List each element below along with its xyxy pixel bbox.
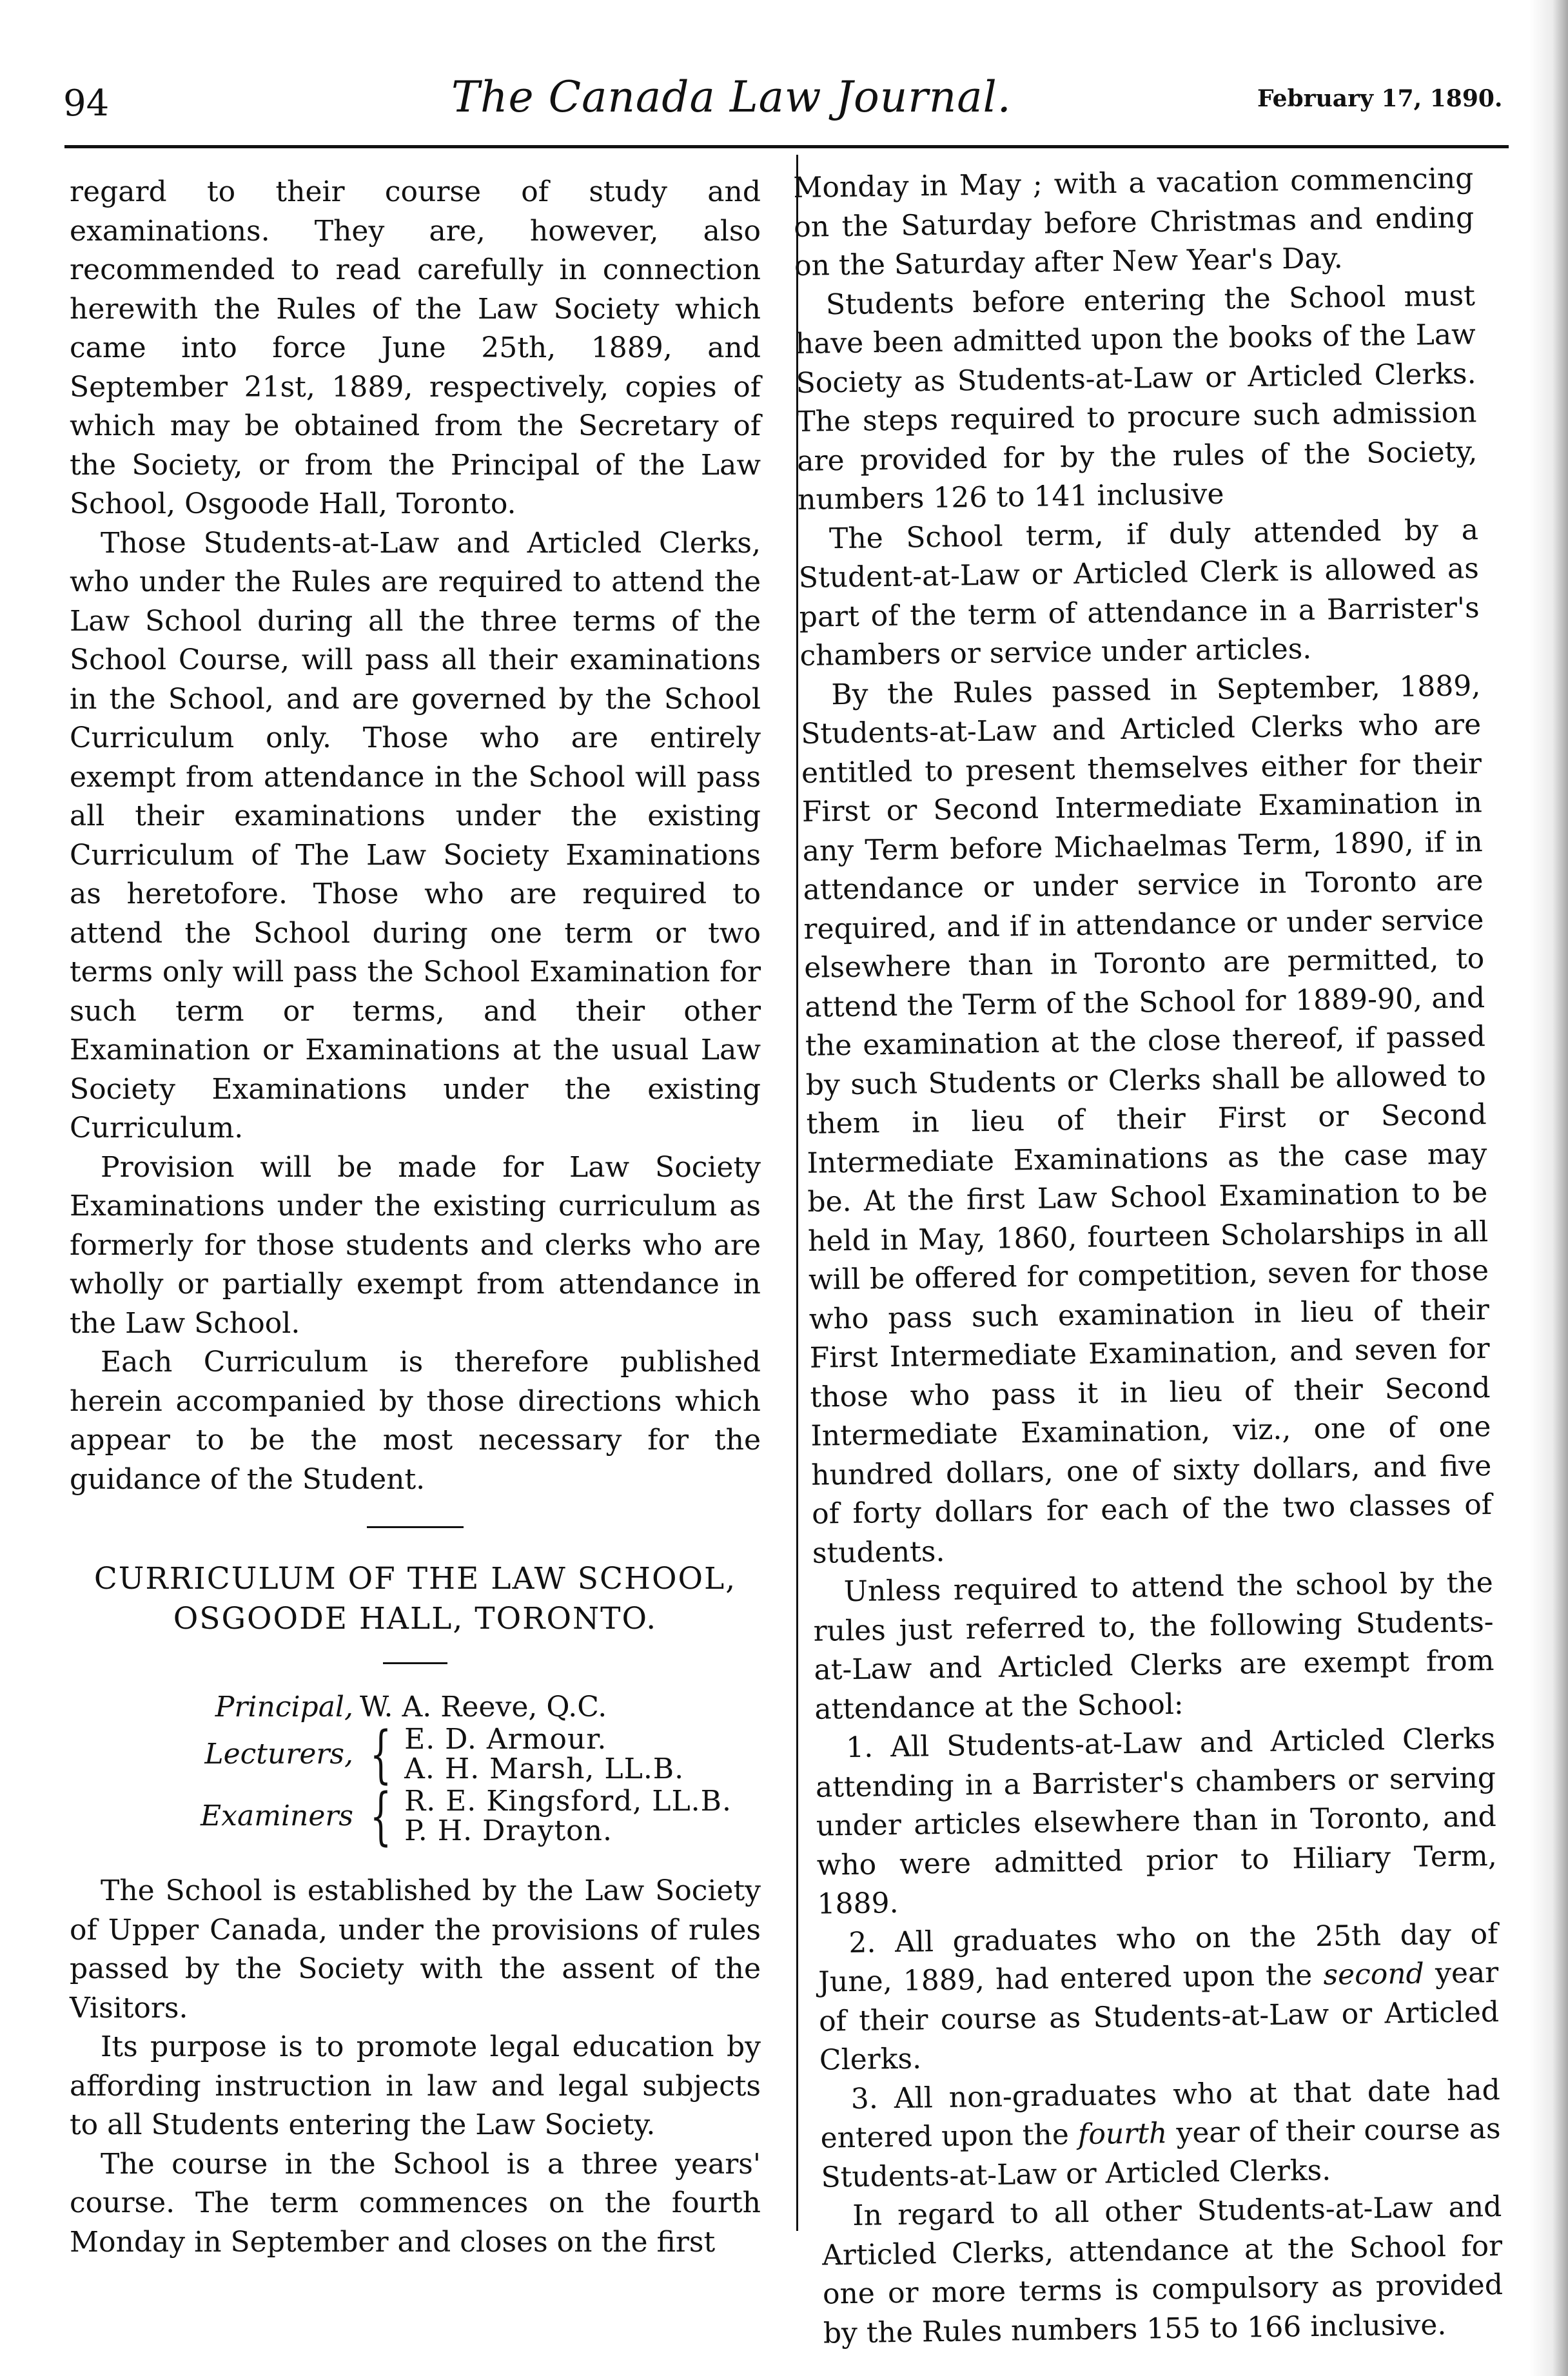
paragraph: Those Students-at-Law and Articled Clerks, who under the Rules are required to attend the Law School during all the three terms of the School Course, will pass all their examinations in the School, and are governed by the School Curriculum only. Those who are entirely exempt from attendance in the School will pass all their examinations under the existing Curriculum of The Law Society Examinations as heretofore. Those who are required to attend the School during one term or two terms only will pass the School Examination for such term or terms, and their other Examination or Examinations at the usual Law Society Examinations under the existing Curriculum.	[70, 526, 761, 1144]
list-item: 1. All Students-at-Law and Articled Clerks attending in a Barrister's chambers or serving under articles elsewhere than in Toronto, and who were admitted prior to Hiliary Term, 1889.	[815, 1722, 1497, 1921]
brace-glyph: {	[369, 1780, 392, 1852]
list-item-text: 2. All graduates who on the 25th day of June, 1889, had entered upon the	[818, 1917, 1498, 1999]
paragraph: regard to their course of study and examinations. They are, however, also recommended to read carefully in connection herewith the Rules of the Law Society which came into force June 25th, 1889, and September 21st, 1889, respectively, copies of which may be obtained from the Secretary of the Society, or from the Principal of the Law School, Osgoode Hall, Toronto.	[70, 175, 761, 520]
paragraph: Monday in May ; with a vacation commencing on the Saturday before Christmas and ending on the Saturday after New Year's Day.	[793, 162, 1475, 282]
left-column	[70, 173, 761, 2262]
paragraph: The School term, if duly attended by a Student-at-Law or Articled Clerk is allowed as part of the term of attendance in a Barrister's chambers or service under articles.	[798, 513, 1480, 673]
section-separator	[383, 1662, 447, 1664]
emphasis: second	[1323, 1957, 1425, 1992]
staff-names	[404, 1787, 732, 1846]
paragraph: Each Curriculum is therefore published herein accompanied by those directions which appear to be the most necessary for the guidance of the Student.	[70, 1346, 761, 1496]
paragraph: Its purpose is to promote legal education by affording instruction in law and legal subjects to all Students entering the Law Society.	[70, 2030, 761, 2141]
staff-row-principal	[186, 1693, 761, 1722]
paragraph: By the Rules passed in September, 1889, Students-at-Law and Articled Clerks who are entitled to present themselves either for their First or Second Intermediate Examination in any Term before Michaelmas Term, 1890, if in attendance or under service in Toronto are required, and if in attendance or under service elsewhere than in Toronto are permitted, to attend the Term of the School for 1889-90, and the examination at the close thereof, if passed by such Students or Clerks shall be allowed to them in lieu of their First or Second Intermediate Examinations as the case may be. At the first Law School Examination to be held in May, 1860, fourteen Scholarships in all will be offered for competition, seven for those who pass such examination in lieu of their First Intermediate Examination, and seven for those who pass it in lieu of their Second Intermediate Examination, viz., one of one hundred dollars, one of sixty dollars, and five of forty dollars for each of the two classes of students.	[800, 669, 1493, 1570]
list-item-text: year of their course as Students-at-Law or Articled Clerks.	[818, 1956, 1500, 2077]
list-item-text: 3. All non-graduates who at that date had entered upon the	[820, 2073, 1501, 2155]
paragraph: Unless required to attend the school by the rules just referred to, the following Students-at-Law and Articled Clerks are exempt from attendance at the School:	[813, 1566, 1494, 1726]
scan-edge-shadow	[1529, 0, 1568, 2376]
brace-glyph: {	[369, 1718, 392, 1791]
staff-role: Examiners	[201, 1800, 353, 1832]
section-heading-line: OSGOODE HALL, TORONTO.	[173, 1601, 658, 1636]
staff-names	[404, 1725, 684, 1784]
running-title: The Canada Law Journal.	[451, 72, 1012, 122]
section-heading-line: CURRICULUM OF THE LAW SCHOOL,	[93, 1561, 737, 1596]
section-separator	[367, 1526, 464, 1528]
paragraph: The School is established by the Law Society of Upper Canada, under the provisions of rules passed by the Society with the assent of the Visitors.	[70, 1874, 761, 2025]
issue-date: February 17, 1890.	[1257, 85, 1503, 112]
staff-list	[186, 1691, 761, 1852]
staff-row-lecturers	[186, 1718, 761, 1791]
paragraph: Students before entering the School must have been admitted upon the books of the Law Society as Students-at-Law or Articled Clerks. The steps required to procure such admission are provided for by the rules of the Society, numbers 126 to 141 inclusive	[795, 279, 1478, 516]
list-item	[818, 1915, 1500, 2081]
header-rule	[64, 145, 1509, 148]
staff-role: Principal,	[215, 1691, 353, 1723]
list-item	[819, 2070, 1501, 2197]
paragraph: Provision will be made for Law Society Examinations under the existing curriculum as formerly for those students and clerks who are wholly or partially exempt from attendance in the Law School.	[70, 1150, 761, 1340]
staff-name: E. D. Armour.	[404, 1723, 607, 1756]
staff-name: R. E. Kingsford, LL.B.	[404, 1785, 732, 1818]
staff-row-examiners	[186, 1780, 761, 1852]
emphasis: fourth	[1077, 2117, 1168, 2152]
staff-name: A. H. Marsh, LL.B.	[404, 1753, 685, 1785]
paragraph: The course in the School is a three years' course. The term commences on the fourth Monday in September and closes on the first	[70, 2147, 761, 2259]
staff-role: Lecturers,	[204, 1738, 353, 1771]
list-item-text: year of their course as Students-at-Law or Articled Clerks.	[821, 2112, 1501, 2194]
right-column	[793, 159, 1504, 2353]
paragraph: In regard to all other Students-at-Law and Articled Clerks, attendance at the School for one or more terms is compulsory as provided by the Rules numbers 155 to 166 inclusive.	[821, 2190, 1504, 2350]
page-number: 94	[63, 83, 110, 124]
staff-name: P. H. Drayton.	[404, 1814, 612, 1847]
staff-name: W. A. Reeve, Q.C.	[360, 1691, 607, 1723]
